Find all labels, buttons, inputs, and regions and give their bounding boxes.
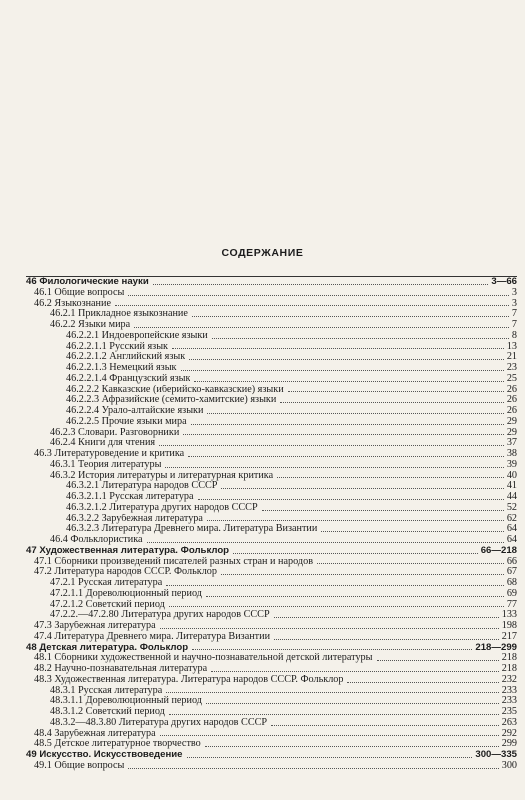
dot-leader xyxy=(181,370,504,371)
toc-entry-title: 48.1 Сборники художественной и научно-познавательной детской литературы xyxy=(34,653,373,664)
toc-entry-title: 46.2.2.1.2 Английский язык xyxy=(66,352,186,363)
toc-entry xyxy=(26,438,517,449)
dot-leader xyxy=(274,617,499,618)
toc-entry-page: 218 xyxy=(501,652,517,664)
toc-entry-page: 198 xyxy=(501,620,517,631)
toc-entry-page: 218—299 xyxy=(475,641,517,653)
toc-entry-title: 46.3.2.1.2 Литература других народов СССР xyxy=(66,502,258,513)
toc-entry xyxy=(26,524,517,535)
toc-entry xyxy=(26,428,517,439)
toc-entry-title: 47.2 Литература народов СССР. Фольклор xyxy=(34,567,217,578)
toc-entry-title: 48 Детская литература. Фольклор xyxy=(26,642,189,653)
dot-leader xyxy=(147,542,504,543)
toc-entry-page: 300 xyxy=(501,759,517,771)
dot-leader xyxy=(233,553,478,554)
toc-entry-title: 46.2.2.1.1 Русский язык xyxy=(66,341,169,352)
toc-entry xyxy=(26,363,517,374)
dot-leader xyxy=(317,563,504,564)
toc-entry xyxy=(26,471,517,482)
dot-leader xyxy=(188,456,504,457)
dot-leader xyxy=(183,434,504,435)
toc-entry-title: 47.3 Зарубежная литература xyxy=(34,621,156,631)
toc-entry-title: 48.3.1.1 Дореволюционный период xyxy=(50,696,202,707)
toc-entry-page: 26 xyxy=(506,383,517,395)
toc-entry-page: 66 xyxy=(506,555,517,567)
toc-entry xyxy=(26,514,517,525)
toc-entry-title: 46.2.2.2 Кавказские (иберийско-кавказские) языки xyxy=(66,384,284,395)
toc-entry xyxy=(26,449,517,460)
toc-entry xyxy=(26,309,517,320)
page-title: СОДЕРЖАНИЕ xyxy=(221,247,304,259)
dot-leader xyxy=(271,725,499,726)
toc-entry-title: 47.2.2.—47.2.80 Литература других народов СССР xyxy=(50,610,270,621)
toc-entry-title: 46.2.2.1.3 Немецкий язык xyxy=(66,363,177,373)
toc-entry xyxy=(26,546,517,557)
dot-leader xyxy=(169,606,504,607)
toc-entry-title: 49 Искусство. Искусствоведение xyxy=(26,750,183,760)
toc-entry-title: 46.3.1 Теория литературы xyxy=(50,459,162,470)
toc-entry-page: 77 xyxy=(506,598,517,610)
toc-entry-title: 46.3.2.1 Литература народов СССР xyxy=(66,481,218,492)
toc-entry xyxy=(26,750,517,761)
toc-entry xyxy=(26,610,517,621)
toc-entry-title: 46.3.2 История литературы и литературная критика xyxy=(50,470,274,481)
toc-entry xyxy=(26,299,517,310)
toc-entry-page: 68 xyxy=(506,577,517,588)
toc-entry xyxy=(26,643,517,654)
toc-entry xyxy=(26,664,517,675)
toc-entry-page: 66—218 xyxy=(480,544,517,556)
toc-entry-page: 39 xyxy=(506,458,517,470)
dot-leader xyxy=(192,316,509,317)
toc-entry xyxy=(26,567,517,578)
dot-leader xyxy=(160,628,499,629)
toc-entry-page: 263 xyxy=(501,716,517,728)
dot-leader xyxy=(194,381,503,382)
toc-entry-page: 40 xyxy=(506,469,517,481)
toc-entry xyxy=(26,739,517,750)
toc-entry-title: 47 Художественная литература. Фольклор xyxy=(26,545,230,556)
toc-entry xyxy=(26,342,517,353)
toc-entry-title: 48.5 Детское литературное творчество xyxy=(34,739,201,750)
toc-entry-title: 46.2.2.4 Урало-алтайские языки xyxy=(66,406,204,416)
toc-entry-title: 48.2 Научно-познавательная литература xyxy=(34,664,208,674)
toc-entry-title: 47.2.1.1 Дореволюционный период xyxy=(50,588,202,599)
toc-entry xyxy=(26,395,517,406)
dot-leader xyxy=(187,757,473,758)
dot-leader xyxy=(134,327,509,328)
toc-entry xyxy=(26,503,517,514)
toc-entry xyxy=(26,535,517,546)
dot-leader xyxy=(191,424,504,425)
toc-entry xyxy=(26,632,517,643)
dot-leader xyxy=(280,402,503,403)
toc-entry-title: 46.3.2.1.1 Русская литература xyxy=(66,492,194,502)
toc-entry-page: 29 xyxy=(506,415,517,427)
toc-entry xyxy=(26,276,517,288)
toc-entry-page: 52 xyxy=(506,501,517,513)
toc-entry-title: 48.3.2—48.3.80 Литература других народов СССР xyxy=(50,717,268,728)
toc-entry-page: 3 xyxy=(511,286,517,298)
dot-leader xyxy=(207,413,503,414)
toc-entry-title: 46.3.2.2 Зарубежная литература xyxy=(66,513,203,524)
toc-entry-page: 26 xyxy=(506,405,517,416)
toc-entry-page: 44 xyxy=(506,491,517,502)
toc-entry-page: 7 xyxy=(511,308,517,320)
dot-leader xyxy=(274,639,499,640)
toc-entry xyxy=(26,374,517,385)
dot-leader xyxy=(221,574,504,575)
toc-entry-page: 64 xyxy=(506,523,517,535)
dot-leader xyxy=(198,499,504,500)
toc-entry-page: 29 xyxy=(506,426,517,438)
toc-entry-title: 48.3.1.2 Советский период xyxy=(50,707,165,717)
dot-leader xyxy=(221,488,503,489)
dot-leader xyxy=(153,284,489,285)
toc-entry-title: 47.4 Литература Древнего мира. Литература Византии xyxy=(34,631,271,642)
toc-entry-title: 47.2.1.2 Советский период xyxy=(50,599,165,610)
toc-entry-title: 46.2.2.1 Индоевропейские языки xyxy=(66,330,208,341)
dot-leader xyxy=(166,692,498,693)
toc-entry-title: 46.2.2.3 Афразийские (семито-хамитские) языки xyxy=(66,395,277,406)
toc-entry-page: 218 xyxy=(501,663,517,674)
toc-entry-page: 233 xyxy=(501,684,517,696)
toc-entry-title: 46.2.2 Языки мира xyxy=(50,320,131,330)
toc-entry-title: 46.3.2.3 Литература Древнего мира. Литература Византии xyxy=(66,524,318,535)
dot-leader xyxy=(115,305,509,306)
toc-entry-page: 217 xyxy=(501,630,517,642)
toc-entry-page: 13 xyxy=(506,340,517,352)
toc-entry xyxy=(26,729,517,740)
dot-leader xyxy=(321,531,504,532)
dot-leader xyxy=(128,768,498,769)
toc-entry xyxy=(26,417,517,428)
toc-entry-page: 235 xyxy=(501,706,517,717)
toc-entry-page: 37 xyxy=(506,437,517,449)
toc-entry xyxy=(26,481,517,492)
toc-entry xyxy=(26,578,517,589)
toc-entry xyxy=(26,707,517,718)
dot-leader xyxy=(128,295,509,296)
dot-leader xyxy=(165,467,503,468)
toc-entry xyxy=(26,320,517,331)
dot-leader xyxy=(288,391,504,392)
toc-entry-page: 25 xyxy=(506,372,517,384)
dot-leader xyxy=(159,445,504,446)
toc-entry xyxy=(26,686,517,697)
toc-entry xyxy=(26,761,517,772)
dot-leader xyxy=(192,649,472,650)
dot-leader xyxy=(207,520,504,521)
toc-entry xyxy=(26,718,517,729)
toc-entry xyxy=(26,288,517,299)
dot-leader xyxy=(169,714,499,715)
toc-entry-title: 46.1 Общие вопросы xyxy=(34,287,125,298)
dot-leader xyxy=(277,477,504,478)
toc-entry-page: 64 xyxy=(506,534,517,545)
toc-entry-title: 48.3.1 Русская литература xyxy=(50,685,163,696)
toc-entry-page: 23 xyxy=(506,362,517,373)
toc-entry-title: 46 Филологические науки xyxy=(26,277,149,287)
dot-leader xyxy=(206,703,499,704)
toc-entry-title: 47.2.1 Русская литература xyxy=(50,578,163,588)
toc-entry-page: 7 xyxy=(511,319,517,330)
toc-entry xyxy=(26,589,517,600)
toc-entry-title: 49.1 Общие вопросы xyxy=(34,760,125,771)
toc-entry-page: 292 xyxy=(501,727,517,739)
toc-entry xyxy=(26,600,517,611)
dot-leader xyxy=(211,671,499,672)
dot-leader xyxy=(206,596,504,597)
toc-entry-title: 46.4 Фольклористика xyxy=(50,535,143,545)
toc-entry-page: 133 xyxy=(501,609,517,621)
toc-entry xyxy=(26,406,517,417)
toc-entry xyxy=(26,621,517,632)
toc-entry xyxy=(26,675,517,686)
dot-leader xyxy=(212,338,509,339)
toc-entry-title: 46.2.2.5 Прочие языки мира xyxy=(66,416,187,427)
toc-entry-page: 26 xyxy=(506,394,517,406)
toc-entry xyxy=(26,696,517,707)
toc-entry xyxy=(26,460,517,471)
toc-entry-title: 48.3 Художественная литература. Литература народов СССР. Фольклор xyxy=(34,674,344,685)
toc-entry-page: 233 xyxy=(501,695,517,707)
dot-leader xyxy=(160,735,499,736)
dot-leader xyxy=(166,585,504,586)
toc-entry-page: 67 xyxy=(506,566,517,578)
toc-entry-title: 46.2.4 Книги для чтения xyxy=(50,438,156,449)
toc-entry-page: 69 xyxy=(506,587,517,599)
toc-entry xyxy=(26,557,517,568)
toc-entry xyxy=(26,653,517,664)
toc-entry-title: 46.2 Языкознание xyxy=(34,298,111,309)
toc-entry-page: 8 xyxy=(511,329,517,341)
toc-entry-page: 3 xyxy=(511,297,517,309)
toc-entry-page: 41 xyxy=(506,480,517,492)
dot-leader xyxy=(347,682,498,683)
toc-entry xyxy=(26,492,517,503)
dot-leader xyxy=(172,348,504,349)
dot-leader xyxy=(377,660,499,661)
toc-entry-title: 48.4 Зарубежная литература xyxy=(34,728,156,739)
dot-leader xyxy=(205,746,499,747)
table-of-contents xyxy=(26,276,517,772)
toc-entry-title: 46.3 Литературоведение и критика xyxy=(34,449,185,459)
dot-leader xyxy=(189,359,504,360)
toc-entry-page: 62 xyxy=(506,512,517,524)
toc-entry-page: 21 xyxy=(506,351,517,363)
toc-entry-page: 38 xyxy=(506,448,517,459)
toc-entry-title: 46.2.1 Прикладное языкознание xyxy=(50,309,188,320)
toc-entry-title: 46.2.3 Словари. Разговорники xyxy=(50,427,180,438)
toc-entry-title: 47.1 Сборники произведений писателей разных стран и народов xyxy=(34,556,314,567)
toc-entry-page: 300—335 xyxy=(475,749,517,760)
dot-leader xyxy=(262,510,504,511)
toc-entry-page: 299 xyxy=(501,738,517,750)
toc-entry-page: 3—66 xyxy=(491,276,517,287)
toc-entry xyxy=(26,352,517,363)
toc-entry xyxy=(26,331,517,342)
toc-entry xyxy=(26,385,517,396)
toc-entry-page: 232 xyxy=(501,673,517,685)
toc-entry-title: 46.2.2.1.4 Французский язык xyxy=(66,373,191,384)
